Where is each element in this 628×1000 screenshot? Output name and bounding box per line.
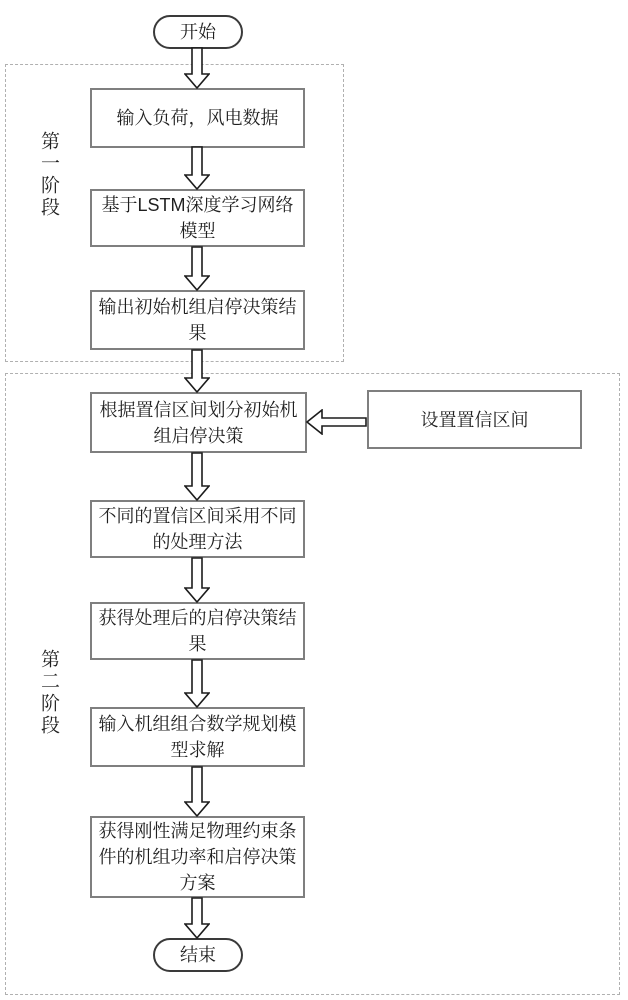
- stage2-label: 第二阶段: [38, 649, 59, 737]
- process-divide-by-interval: 根据置信区间划分初始机组启停决策: [90, 392, 307, 453]
- process-math-model: 输入机组组合数学规划模型求解: [90, 707, 305, 767]
- process-lstm-model: 基于LSTM深度学习网络模型: [90, 189, 305, 247]
- process-processed-result: 获得处理后的启停决策结果: [90, 602, 305, 660]
- flow-arrow-down-icon: [184, 897, 210, 939]
- process-final-plan: 获得刚性满足物理约束条件的机组功率和启停决策方案: [90, 816, 305, 898]
- flow-arrow-down-icon: [184, 557, 210, 603]
- flow-arrow-left-icon: [306, 409, 367, 435]
- process-different-methods: 不同的置信区间采用不同的处理方法: [90, 500, 305, 558]
- flow-arrow-down-icon: [184, 146, 210, 190]
- flow-arrow-down-icon: [184, 47, 210, 89]
- end-node: 结束: [153, 938, 243, 972]
- stage2-region: [5, 373, 620, 995]
- stage1-label: 第一阶段: [38, 131, 59, 219]
- process-input-data: 输入负荷，风电数据: [90, 88, 305, 148]
- flow-arrow-down-icon: [184, 246, 210, 291]
- start-node: 开始: [153, 15, 243, 49]
- flow-arrow-down-icon: [184, 659, 210, 708]
- flow-arrow-down-icon: [184, 349, 210, 393]
- process-initial-result: 输出初始机组启停决策结果: [90, 290, 305, 350]
- process-set-interval: 设置置信区间: [367, 390, 582, 449]
- flow-arrow-down-icon: [184, 452, 210, 501]
- flow-arrow-down-icon: [184, 766, 210, 817]
